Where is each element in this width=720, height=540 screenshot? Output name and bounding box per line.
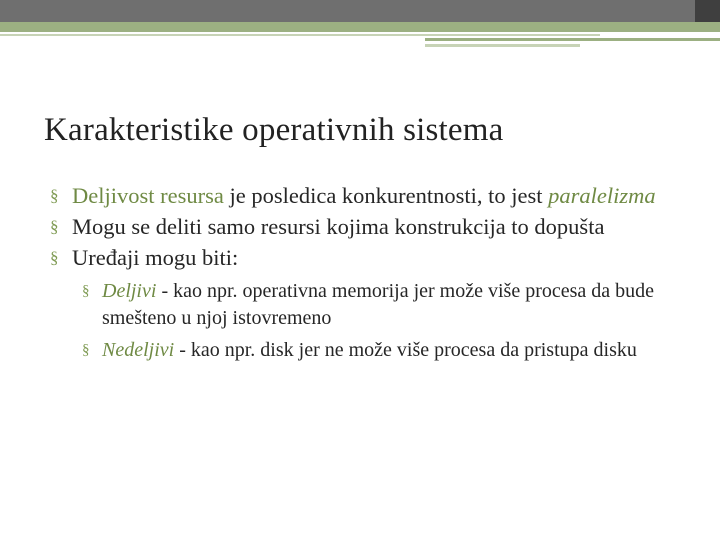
sub-bullet-item: [82, 337, 690, 364]
sub-bullet-text: - kao npr. operativna memorija jer može više procesa da bude smešteno u njoj istovremeno: [102, 280, 655, 329]
slide-title: Karakteristike operativnih sistema: [44, 112, 504, 148]
sub-bullet-item: [82, 278, 690, 332]
slide-body: [50, 180, 690, 364]
bullet-text: je posledica konkurentnosti, to jest: [223, 183, 549, 208]
bullet-lead: Deljivost resursa: [72, 183, 224, 208]
bullet-item: [50, 180, 690, 211]
bullet-text: Mogu se deliti samo resursi kojima konstrukcija to dopušta: [72, 214, 605, 239]
sub-bullet-lead: Nedeljivi: [102, 339, 175, 361]
bullet-text: Uređaji mogu biti:: [72, 245, 239, 270]
decorative-line: [0, 34, 600, 36]
bullet-tail: paralelizma: [548, 183, 656, 208]
top-dark-accent: [695, 0, 720, 22]
decorative-line: [425, 44, 580, 47]
bullet-icon: §: [50, 217, 59, 236]
bullet-item: [50, 211, 690, 242]
decorative-line: [425, 38, 720, 41]
bullet-icon: §: [50, 186, 59, 205]
bullet-item: [50, 242, 690, 273]
sub-bullet-text: - kao npr. disk jer ne može više procesa da pristupa disku: [174, 339, 637, 361]
bullet-icon: §: [50, 248, 59, 267]
sub-bullet-icon: §: [82, 342, 90, 358]
top-grey-bar: [0, 0, 720, 22]
sub-bullet-icon: §: [82, 283, 90, 299]
sub-bullet-lead: Deljivi: [102, 280, 157, 302]
top-green-bar: [0, 22, 720, 32]
